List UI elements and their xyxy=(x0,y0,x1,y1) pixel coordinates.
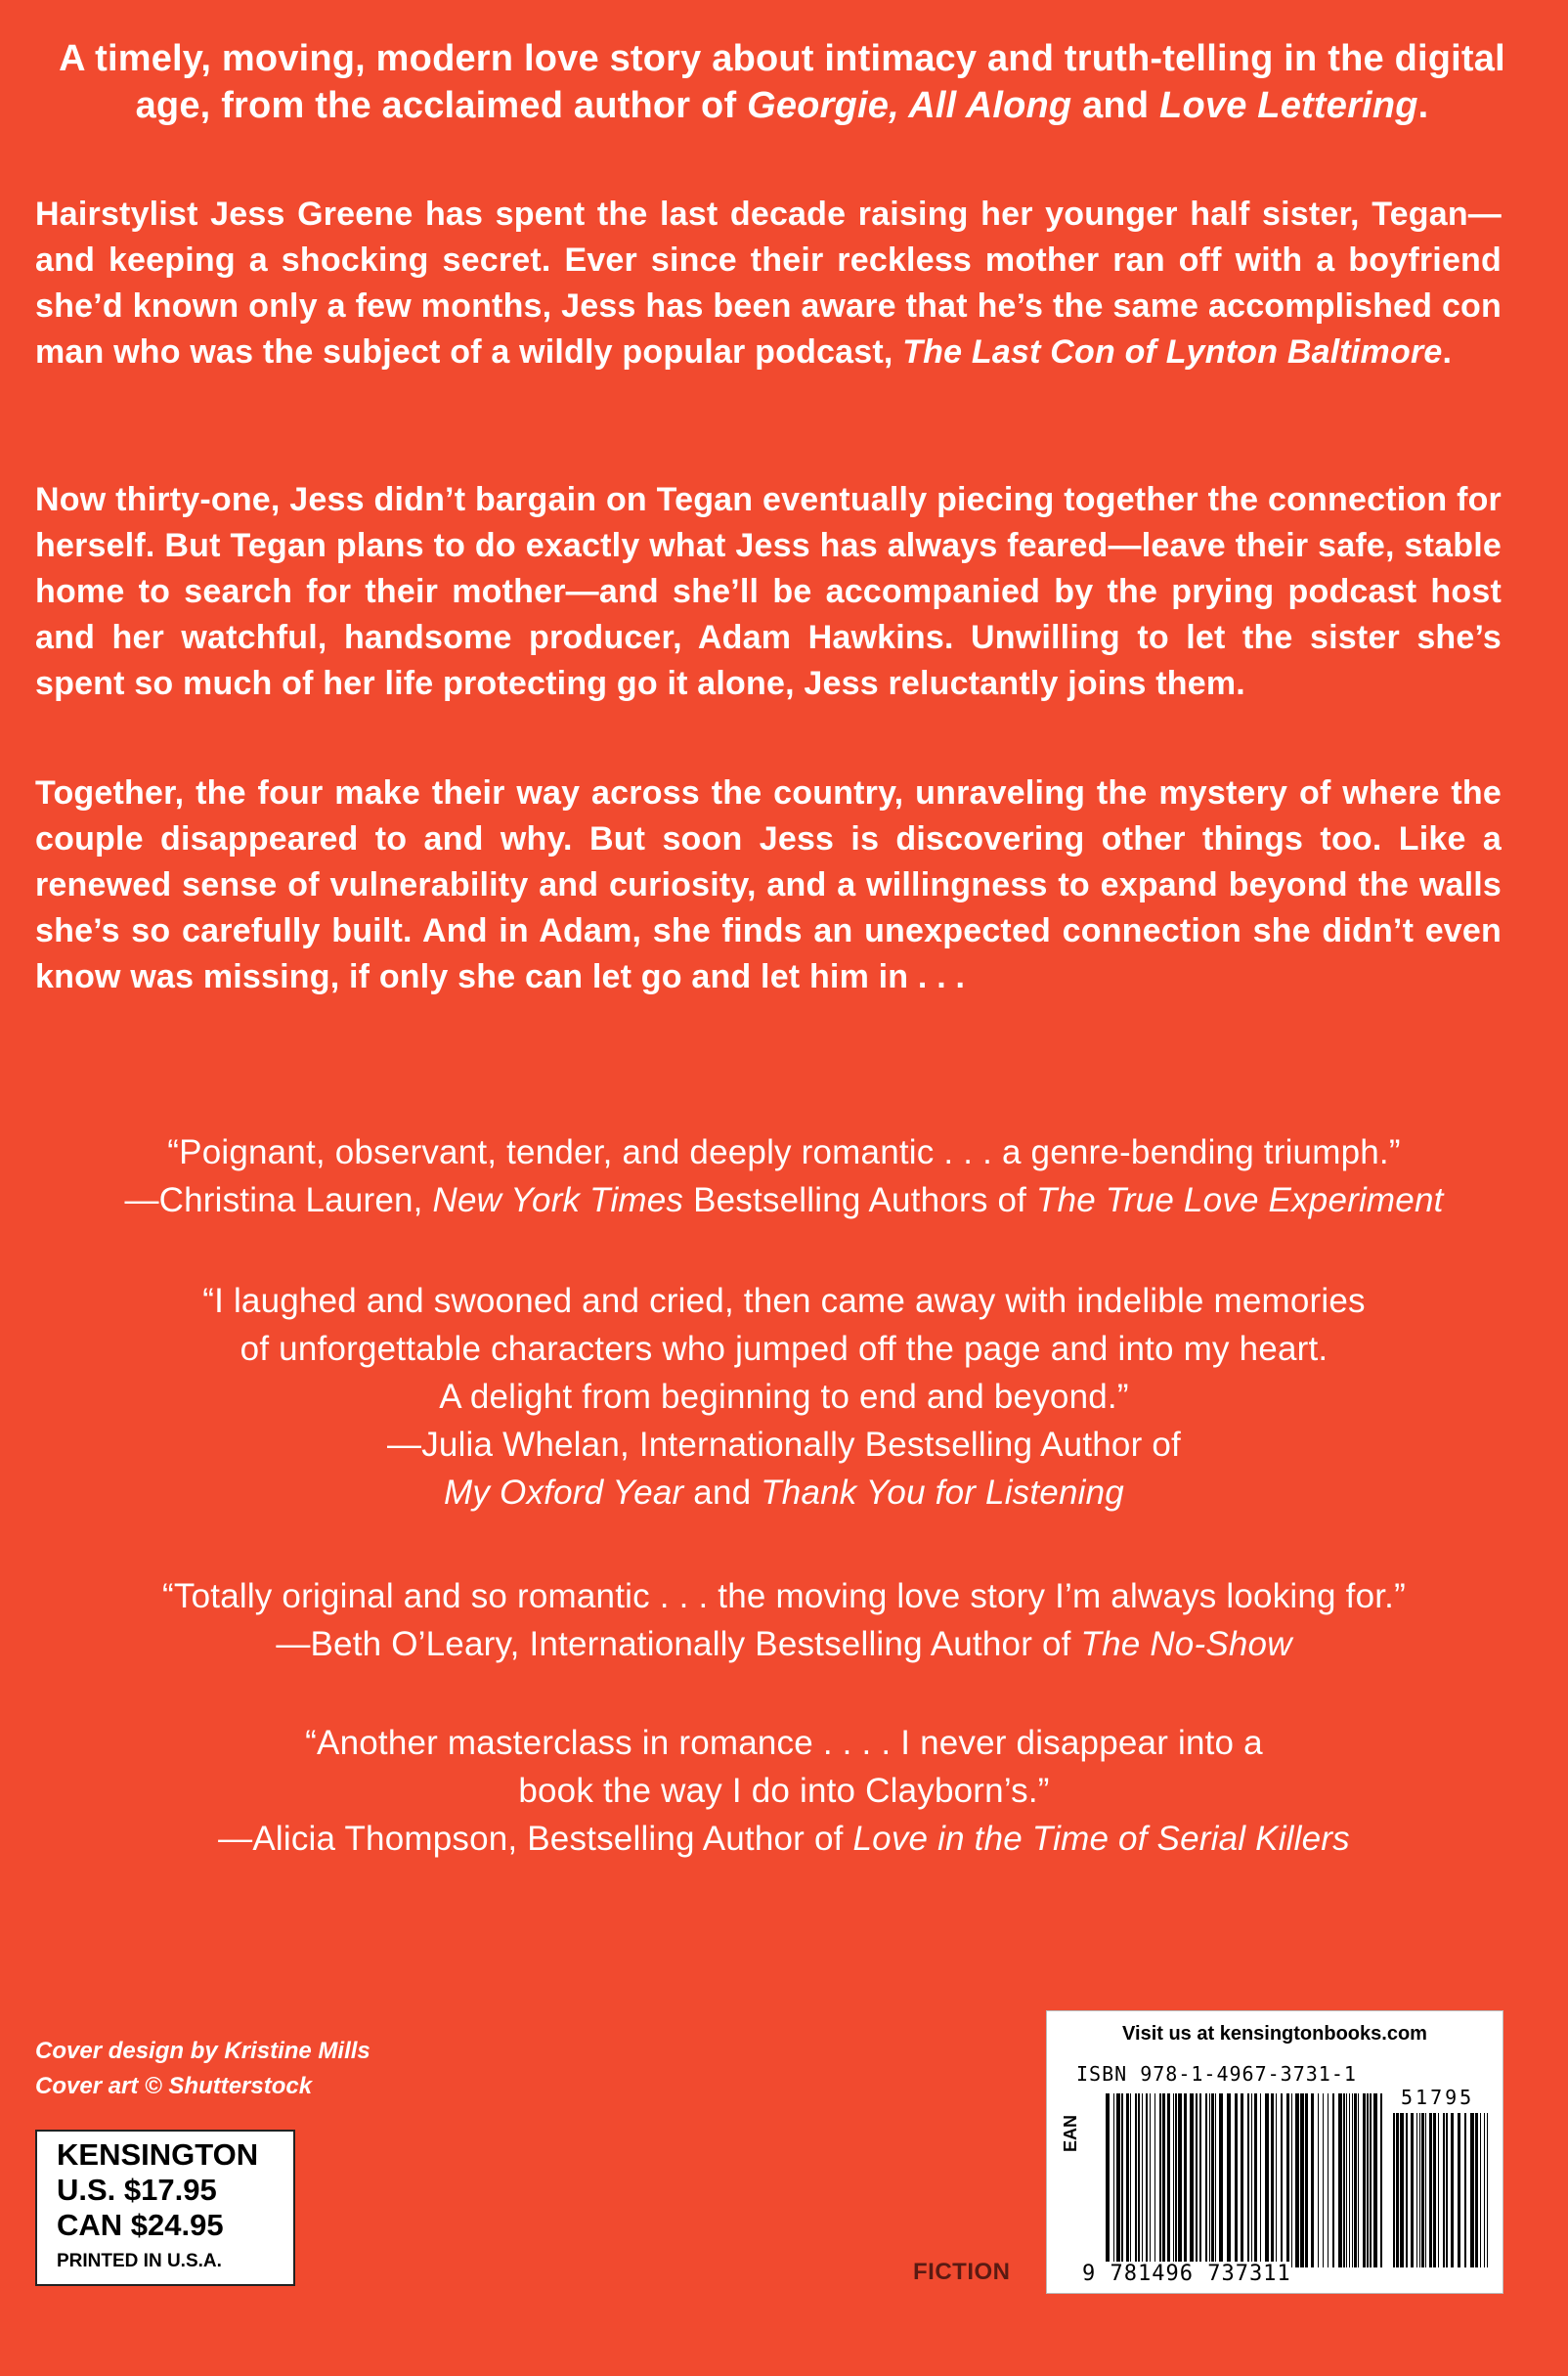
barcode-panel xyxy=(1046,2010,1503,2294)
quote-text-line-1: “Another masterclass in romance . . . . I never disappear into a xyxy=(305,1724,1263,1762)
barcode-bar xyxy=(1358,2093,1359,2267)
synopsis-paragraph-2 xyxy=(35,477,1502,707)
attribution-name: —Christina Lauren, xyxy=(124,1181,433,1219)
category-label: FICTION xyxy=(913,2259,1011,2285)
barcode-bar xyxy=(1323,2093,1324,2267)
blurb-beth-oleary xyxy=(0,1572,1568,1668)
book-title: The No-Show xyxy=(1080,1625,1292,1663)
barcode-bar xyxy=(1332,2093,1334,2267)
blurb-christina-lauren xyxy=(0,1128,1568,1224)
titles-and: and xyxy=(683,1474,762,1512)
barcode-bar xyxy=(1121,2093,1123,2267)
barcode-bar xyxy=(1106,2093,1110,2267)
barcode-bar xyxy=(1260,2093,1261,2267)
barcode-bar xyxy=(1173,2093,1174,2267)
publication-name: New York Times xyxy=(432,1181,684,1219)
blurb-julia-whelan xyxy=(0,1277,1568,1517)
synopsis-paragraph-3 xyxy=(35,770,1502,1000)
barcode-bar xyxy=(1373,2093,1377,2267)
book-title-1: My Oxford Year xyxy=(444,1474,684,1512)
barcode-bar xyxy=(1235,2093,1238,2267)
barcode-bar xyxy=(1184,2093,1187,2267)
quote-text-line-2: of unforgettable characters who jumped off the page and into my heart. xyxy=(240,1330,1328,1368)
barcode-bar xyxy=(1251,2093,1252,2267)
barcode-bar xyxy=(1130,2093,1131,2267)
barcode-bar xyxy=(1276,2093,1277,2267)
barcode-bar xyxy=(1367,2093,1369,2267)
barcode-bar xyxy=(1167,2093,1170,2267)
quote-text-line-3: A delight from beginning to end and beyond.” xyxy=(439,1378,1129,1416)
book-title-2: Thank You for Listening xyxy=(761,1474,1124,1512)
intro-suffix: . xyxy=(1417,85,1429,126)
barcode-bar xyxy=(1370,2093,1372,2267)
barcode-bar xyxy=(1396,2113,1399,2267)
barcode-bar xyxy=(1113,2093,1114,2267)
barcode-bar xyxy=(1142,2093,1143,2267)
barcode-bar xyxy=(1265,2093,1269,2267)
barcode-bar xyxy=(1135,2093,1137,2267)
podcast-title: The Last Con of Lynton Baltimore xyxy=(902,333,1443,371)
book-title-love-lettering: Love Lettering xyxy=(1159,85,1418,126)
barcode-bar xyxy=(1196,2093,1198,2267)
barcode-bar xyxy=(1205,2093,1207,2267)
isbn-number: ISBN 978-1-4967-3731-1 xyxy=(1076,2062,1357,2086)
barcode-bar xyxy=(1271,2093,1274,2267)
quote-text: “Totally original and so romantic . . . the moving love story I’m always looking for.” xyxy=(162,1577,1406,1615)
barcode-bar xyxy=(1281,2093,1283,2267)
ean-label: EAN xyxy=(1061,2114,1080,2152)
barcode-bar xyxy=(1219,2093,1223,2267)
barcode-bar xyxy=(1421,2113,1424,2267)
barcode-addon-digits: 51795 xyxy=(1401,2086,1475,2109)
barcode-bar xyxy=(1150,2093,1151,2267)
publisher-name: KENSINGTON xyxy=(57,2137,259,2172)
barcode-bar xyxy=(1209,2093,1210,2267)
barcode-bar xyxy=(1425,2113,1426,2267)
blurb-alicia-thompson xyxy=(0,1719,1568,1863)
barcode-bar xyxy=(1199,2093,1201,2267)
barcode-bar xyxy=(1480,2113,1481,2267)
quote-text: “Poignant, observant, tender, and deeply romantic . . . a genre-bending triumph.” xyxy=(167,1133,1401,1171)
barcode-bar xyxy=(1346,2093,1347,2267)
book-title-georgie: Georgie, All Along xyxy=(747,85,1072,126)
quote-text-line-1: “I laughed and swooned and cried, then came away with indelible memories xyxy=(202,1282,1366,1320)
barcode-bar xyxy=(1227,2093,1231,2267)
barcode-bar xyxy=(1138,2093,1140,2267)
barcode-bar xyxy=(1393,2113,1395,2267)
barcode-bar xyxy=(1247,2093,1249,2267)
barcode-bar xyxy=(1352,2093,1353,2267)
cover-credits xyxy=(35,2034,370,2104)
barcode-bar xyxy=(1291,2093,1292,2267)
barcode-bar xyxy=(1254,2093,1257,2267)
barcode-bar xyxy=(1419,2113,1420,2267)
barcode-bar xyxy=(1484,2113,1485,2267)
barcode-bar xyxy=(1354,2093,1357,2267)
barcode-bar xyxy=(1438,2113,1439,2267)
barcode-bar xyxy=(1429,2113,1432,2267)
barcode-bar xyxy=(1443,2113,1445,2267)
price-us: U.S. $17.95 xyxy=(57,2173,217,2207)
barcode-bar xyxy=(1406,2113,1408,2267)
barcode-bar xyxy=(1487,2113,1488,2267)
barcode-bar xyxy=(1475,2113,1478,2267)
barcode-bar xyxy=(1190,2093,1194,2267)
barcode-bar xyxy=(1318,2093,1319,2267)
barcode-bar xyxy=(1175,2093,1177,2267)
barcode-bar xyxy=(1159,2093,1161,2267)
barcode-digits: 9 781496 737311 xyxy=(1082,2262,1291,2286)
barcode-bar xyxy=(1154,2093,1155,2267)
quote-attribution xyxy=(0,1176,1568,1224)
barcode-bar xyxy=(1363,2093,1366,2267)
barcode-bar xyxy=(1295,2093,1299,2267)
barcode-bar xyxy=(1211,2093,1214,2267)
paragraph-2-text: Now thirty-one, Jess didn’t bargain on Tegan eventually piecing together the connection for herself. But Tegan plans to do exactly what Jess has always feared—leave their safe, stable home to search for their mother—and she’ll be accompanied by the prying podcast host and her watchful, handsome producer, Adam Hawkins. Unwilling to let the sister she’s spent so much of her life protecting go it alone, Jess reluctantly joins them. xyxy=(35,481,1502,702)
cover-art-credit: Cover art © Shutterstock xyxy=(35,2073,313,2099)
barcode-bar xyxy=(1162,2093,1165,2267)
barcode-bar xyxy=(1446,2113,1448,2267)
publisher-website: Visit us at kensingtonbooks.com xyxy=(1122,2023,1427,2045)
barcode-bar xyxy=(1433,2113,1436,2267)
barcode-bar xyxy=(1146,2093,1148,2267)
barcode-bar xyxy=(1349,2093,1350,2267)
attribution-mid: Bestselling Authors of xyxy=(683,1181,1036,1219)
attribution-name: —Alicia Thompson, Bestselling Author of xyxy=(218,1820,853,1858)
barcode-bar xyxy=(1338,2093,1342,2267)
barcode-bar xyxy=(1178,2093,1182,2267)
quote-attribution-titles xyxy=(0,1469,1568,1517)
barcode-bar xyxy=(1458,2113,1460,2267)
quote-attribution: —Julia Whelan, Internationally Bestselling Author of xyxy=(387,1426,1181,1464)
barcode-bar xyxy=(1343,2093,1345,2267)
intro-blurb xyxy=(59,35,1505,129)
price-addon-barcode xyxy=(1393,2113,1491,2267)
barcode-bar xyxy=(1300,2093,1304,2267)
barcode-bar xyxy=(1400,2113,1404,2267)
attribution-name: —Beth O’Leary, Internationally Bestselling Author of xyxy=(276,1625,1081,1663)
barcode-bar xyxy=(1380,2093,1382,2267)
barcode-bar xyxy=(1286,2093,1289,2267)
barcode-bar xyxy=(1416,2113,1417,2267)
barcode-bar xyxy=(1215,2093,1216,2267)
barcode-bar xyxy=(1116,2093,1120,2267)
synopsis-paragraph-1 xyxy=(35,192,1502,375)
barcode-bar xyxy=(1451,2113,1454,2267)
quote-attribution xyxy=(0,1620,1568,1668)
barcode-bar xyxy=(1470,2113,1474,2267)
price-box xyxy=(35,2130,295,2286)
paragraph-1-suffix: . xyxy=(1442,333,1453,371)
printed-in: PRINTED IN U.S.A. xyxy=(57,2251,222,2271)
cover-design-credit: Cover design by Kristine Mills xyxy=(35,2038,370,2064)
barcode-bar xyxy=(1464,2113,1466,2267)
barcode-bar xyxy=(1305,2093,1308,2267)
book-title: Love in the Time of Serial Killers xyxy=(852,1820,1350,1858)
paragraph-1-text: Hairstylist Jess Greene has spent the last decade raising her younger half sister, Tegan—and keeping a shocking secret. Ever since their reckless mother ran off with a boyfriend she’d known only a few months, Jess has been aware that he’s the same accomplished con man who was the subject of a wildly popular podcast, xyxy=(35,196,1502,371)
intro-and: and xyxy=(1071,85,1160,126)
barcode-bar xyxy=(1311,2093,1314,2267)
quote-attribution xyxy=(0,1815,1568,1863)
barcode-bar xyxy=(1126,2093,1129,2267)
intro-text: A timely, moving, modern love story about intimacy and truth-telling in the digital age, from the acclaimed author of xyxy=(59,38,1505,126)
barcode-bar xyxy=(1411,2113,1414,2267)
barcode-bar xyxy=(1241,2093,1243,2267)
price-can: CAN $24.95 xyxy=(57,2208,224,2242)
ean-barcode xyxy=(1106,2093,1385,2267)
book-title: The True Love Experiment xyxy=(1035,1181,1444,1219)
paragraph-3-text: Together, the four make their way across the country, unraveling the mystery of where the couple disappeared to and why. But soon Jess is discovering other things too. Like a renewed sense of vulnerability and curiosity, and a willingness to expand beyond the walls she’s so carefully built. And in Adam, she finds an unexpected connection she didn’t even know was missing, if only she can let go and let him in . . . xyxy=(35,774,1502,995)
quote-text-line-2: book the way I do into Clayborn’s.” xyxy=(518,1772,1050,1810)
